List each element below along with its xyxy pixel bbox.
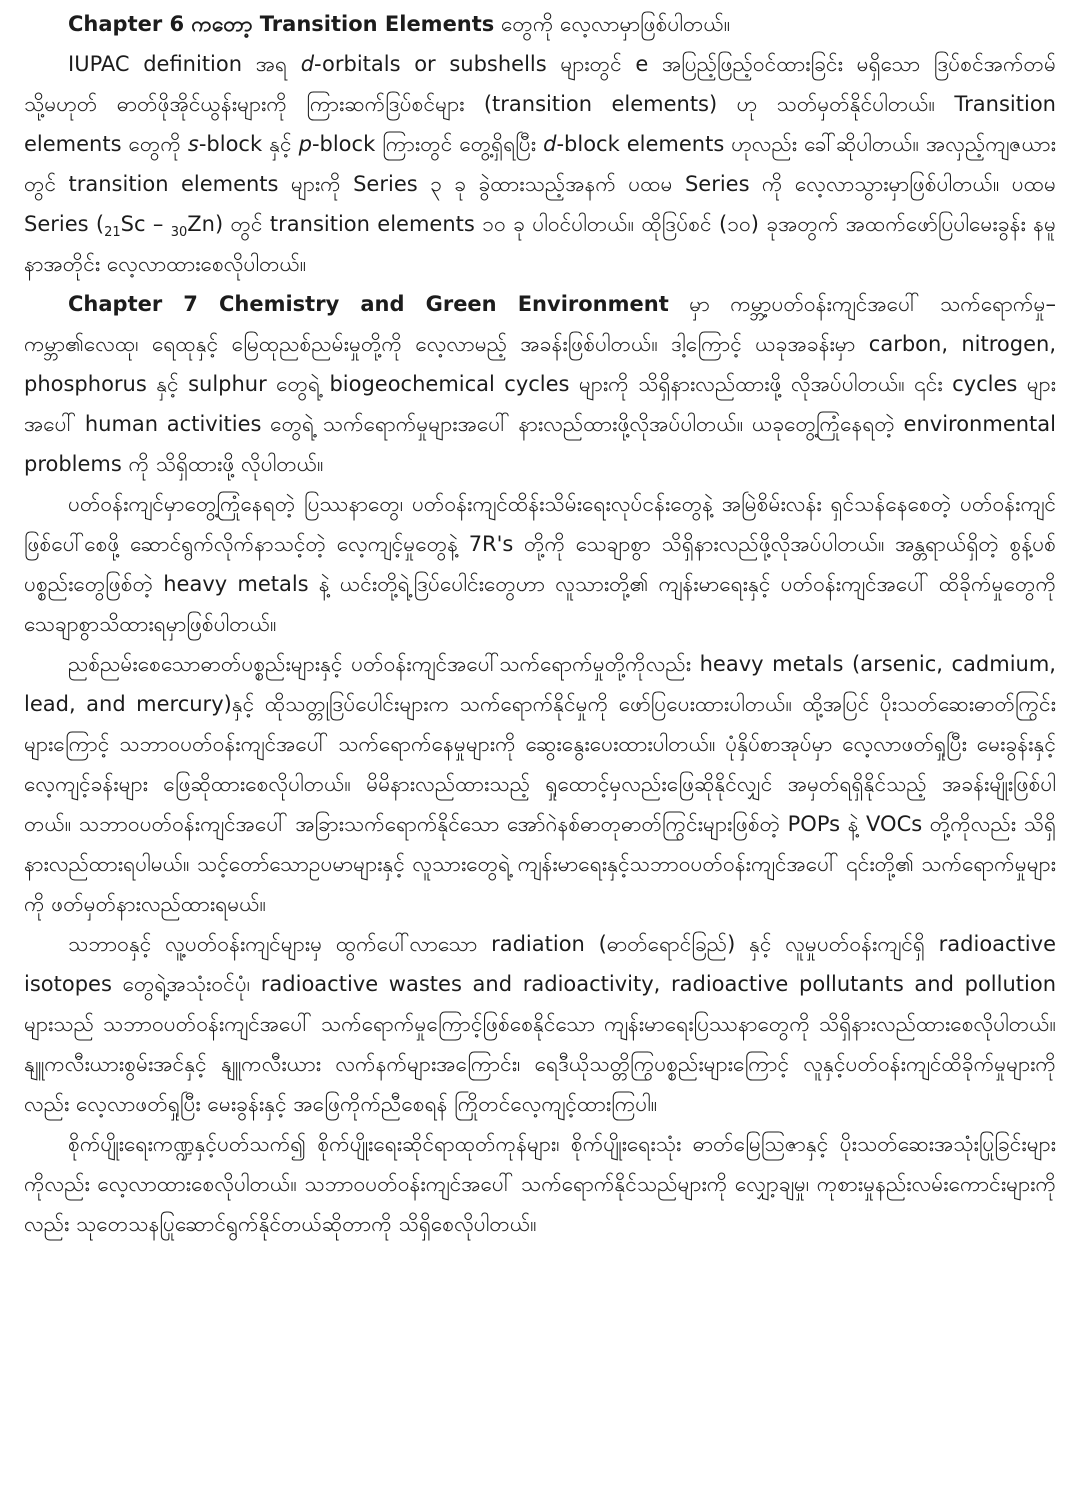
paragraph-text: မှာ ကမ္ဘာ့ပတ်ဝန်းကျင်အပေါ် သက်ရောက်မှု–ကမ္ဘာ၏လေထု၊ ရေထုနှင့် မြေထုညစ်ညမ်းမှုတို့ကို လေ့လာမည့် အခန်းဖြစ်ပါတယ်။ ဒါ့ကြောင့် ယခုအခန်းမှာ carbon, nitrogen, phosphorus နှင့် sulphur တွေရဲ့ biogeochemical cycles များကို သိရှိနားလည်ထားဖို့ လိုအပ်ပါတယ်။ ၎င်း cycles များအပေါ် human activities တွေရဲ့ သက်ရောက်မှုများအပေါ် နားလည်ထားဖို့လိုအပ်ပါတယ်။ ယခုတွေ့ကြုံနေရတဲ့ environmental problems ကို သိရှိထားဖို့ လိုပါတယ်။ xyxy=(24,292,1056,476)
italic-d: d xyxy=(300,52,315,76)
paragraph-text: Zn) တွင် transition elements ၁၀ ခု ပါဝင်ပါတယ်။ ထိုဒြပ်စင် (၁၀) ခုအတွက် အထက်ဖော်ပြပါမေးခွန်း နမူနာအတိုင်း လေ့လာထားစေလိုပါတယ်။ xyxy=(24,212,1056,276)
paragraph-text: -block ကြားတွင် တွေ့ရှိရပြီး xyxy=(311,132,544,156)
chapter-7-heading: Chapter 7 Chemistry and Green Environment xyxy=(68,292,669,316)
chapter-6-heading: Chapter 6 ကတော့ Transition Elements xyxy=(68,12,495,36)
paragraph-text: တွေကို လေ့လာမှာဖြစ်ပါတယ်။ xyxy=(494,12,731,36)
paragraph-text: IUPAC definition အရ xyxy=(68,52,301,76)
paragraph-iupac-definition xyxy=(24,44,1056,284)
subscript-21: 21 xyxy=(104,225,121,240)
italic-s: s xyxy=(187,132,199,156)
paragraph-chapter-7 xyxy=(24,284,1056,484)
paragraph-environment-problems: ပတ်ဝန်းကျင်မှာတွေ့ကြုံနေရတဲ့ ပြဿနာတွေ၊ ပတ်ဝန်းကျင်ထိန်းသိမ်းရေးလုပ်ငန်းတွေနဲ့ အမြဲစိမ်းလန်း ရှင်သန်နေစေတဲ့ ပတ်ဝန်းကျင်ဖြစ်ပေါ်စေဖို့ ဆောင်ရွက်လိုက်နာသင့်တဲ့ လေ့ကျင့်မှုတွေနဲ့ 7R's တို့ကို သေချာစွာ သိရှိနားလည်ဖို့လိုအပ်ပါတယ်။ အန္တရာယ်ရှိတဲ့ စွန့်ပစ်ပစ္စည်းတွေဖြစ်တဲ့ heavy metals နဲ့ ယင်းတို့ရဲ့ဒြပ်ပေါင်းတွေဟာ လူသားတို့၏ ကျန်းမာရေးနှင့် ပတ်ဝန်းကျင်အပေါ် ထိခိုက်မှုတွေကို သေချာစွာသိထားရမှာဖြစ်ပါတယ်။ xyxy=(24,492,1056,636)
paragraph-text: -block elements ဟုလည်း ခေါ်ဆိုပါတယ်။ အလှည့်ကျဇယားတွင် transition elements များကို Series ၃ ခု ခွဲထားသည့်အနက် ပထမ Series ကို လေ့လာသွားမှာဖြစ်ပါတယ်။ ပထမ Series ( xyxy=(24,132,1056,236)
paragraph-text: Sc – xyxy=(120,212,171,236)
paragraph-chapter-6 xyxy=(24,4,1056,44)
paragraph-text: -block နှင့် xyxy=(198,132,299,156)
subscript-30: 30 xyxy=(170,225,188,240)
italic-d: d xyxy=(543,132,557,156)
italic-p: p xyxy=(298,132,312,156)
paragraph-agriculture: စိုက်ပျိုးရေးကဏ္ဍနှင့်ပတ်သက်၍ စိုက်ပျိုးရေးဆိုင်ရာထုတ်ကုန်များ၊ စိုက်ပျိုးရေးသုံး ဓာတ်မြေဩဇာနှင့် ပိုးသတ်ဆေးအသုံးပြုခြင်းများကိုလည်း လေ့လာထားစေလိုပါတယ်။ သဘာဝပတ်ဝန်းကျင်အပေါ် သက်ရောက်နိုင်သည်များကို လျှော့ချမှု၊ ကုစားမှုနည်းလမ်းကောင်းများကိုလည်း သုတေသနပြုဆောင်ရွက်နိုင်တယ်ဆိုတာကို သိရှိစေလိုပါတယ်။ xyxy=(24,1132,1056,1236)
paragraph-radiation: သဘာဝနှင့် လူ့ပတ်ဝန်းကျင်များမှ ထွက်ပေါ်လာသော radiation (ဓာတ်ရောင်ခြည်) နှင့် လူမှုပတ်ဝန်းကျင်ရှိ radioactive isotopes တွေရဲ့အသုံးဝင်ပုံ၊ radioactive wastes and radioactivity, radioactive pollutants and pollution များသည် သဘာဝပတ်ဝန်းကျင်အပေါ် သက်ရောက်မှုကြောင့်ဖြစ်စေနိုင်သော ကျန်းမာရေးပြဿနာတွေကို သိရှိနားလည်ထားစေလိုပါတယ်။ နျူကလီးယားစွမ်းအင်နှင့် နျူကလီးယား လက်နက်များအကြောင်း၊ ရေဒီယိုသတ္တိကြွပစ္စည်းများကြောင့် လူနှင့်ပတ်ဝန်းကျင်ထိခိုက်မှုများကိုလည်း လေ့လာဖတ်ရှုပြီး မေးခွန်းနှင့် အဖြေကိုက်ညီစေရန် ကြိုတင်လေ့ကျင့်ထားကြပါ။ xyxy=(24,932,1056,1116)
paragraph-text: -orbitals or subshells များတွင် e အပြည့်ဖြည့်ဝင်ထားခြင်း မရှိသော ဒြပ်စင်အက်တမ် သို့မဟုတ် ဓာတ်ဖိုအိုင်ယွန်းများကို ကြားဆက်ဒြပ်စင်များ (transition elements) ဟု သတ်မှတ်နိုင်ပါတယ်။ Transition elements တွေကို xyxy=(24,52,1056,156)
paragraph-pollutants: ညစ်ညမ်းစေသောဓာတ်ပစ္စည်းများနှင့် ပတ်ဝန်းကျင်အပေါ်သက်ရောက်မှုတို့ကိုလည်း heavy metals (arsenic, cadmium, lead, and mercury)နှင့် ထိုသတ္တုဒြပ်ပေါင်းများက သက်ရောက်နိုင်မှုကို ဖော်ပြပေးထားပါတယ်။ ထို့အပြင် ပိုးသတ်ဆေးဓာတ်ကြွင်းများကြောင့် သဘာဝပတ်ဝန်းကျင်အပေါ် သက်ရောက်နေမှုများကို ဆွေးနွေးပေးထားပါတယ်။ ပုံနှိပ်စာအုပ်မှာ လေ့လာဖတ်ရှုပြီး မေးခွန်းနှင့်လေ့ကျင့်ခန်းများ ဖြေဆိုထားစေလိုပါတယ်။ မိမိနားလည်ထားသည့် ရှုထောင့်မှလည်းဖြေဆိုနိုင်လျှင် အမှတ်ရရှိနိုင်သည့် အခန်းမျိုးဖြစ်ပါတယ်။ သဘာဝပတ်ဝန်းကျင်အပေါ် အခြားသက်ရောက်နိုင်သော အော်ဂဲနစ်ဓာတုဓာတ်ကြွင်းများဖြစ်တဲ့ POPs နဲ့ VOCs တို့ကိုလည်း သိရှိနားလည်ထားရပါမယ်။ သင့်တော်သောဥပမာများနှင့် လူသားတွေရဲ့ ကျန်းမာရေးနှင့်သဘာဝပတ်ဝန်းကျင်အပေါ် ၎င်းတို့၏ သက်ရောက်မှုများကို ဖတ်မှတ်နားလည်ထားရမယ်။ xyxy=(24,652,1056,916)
